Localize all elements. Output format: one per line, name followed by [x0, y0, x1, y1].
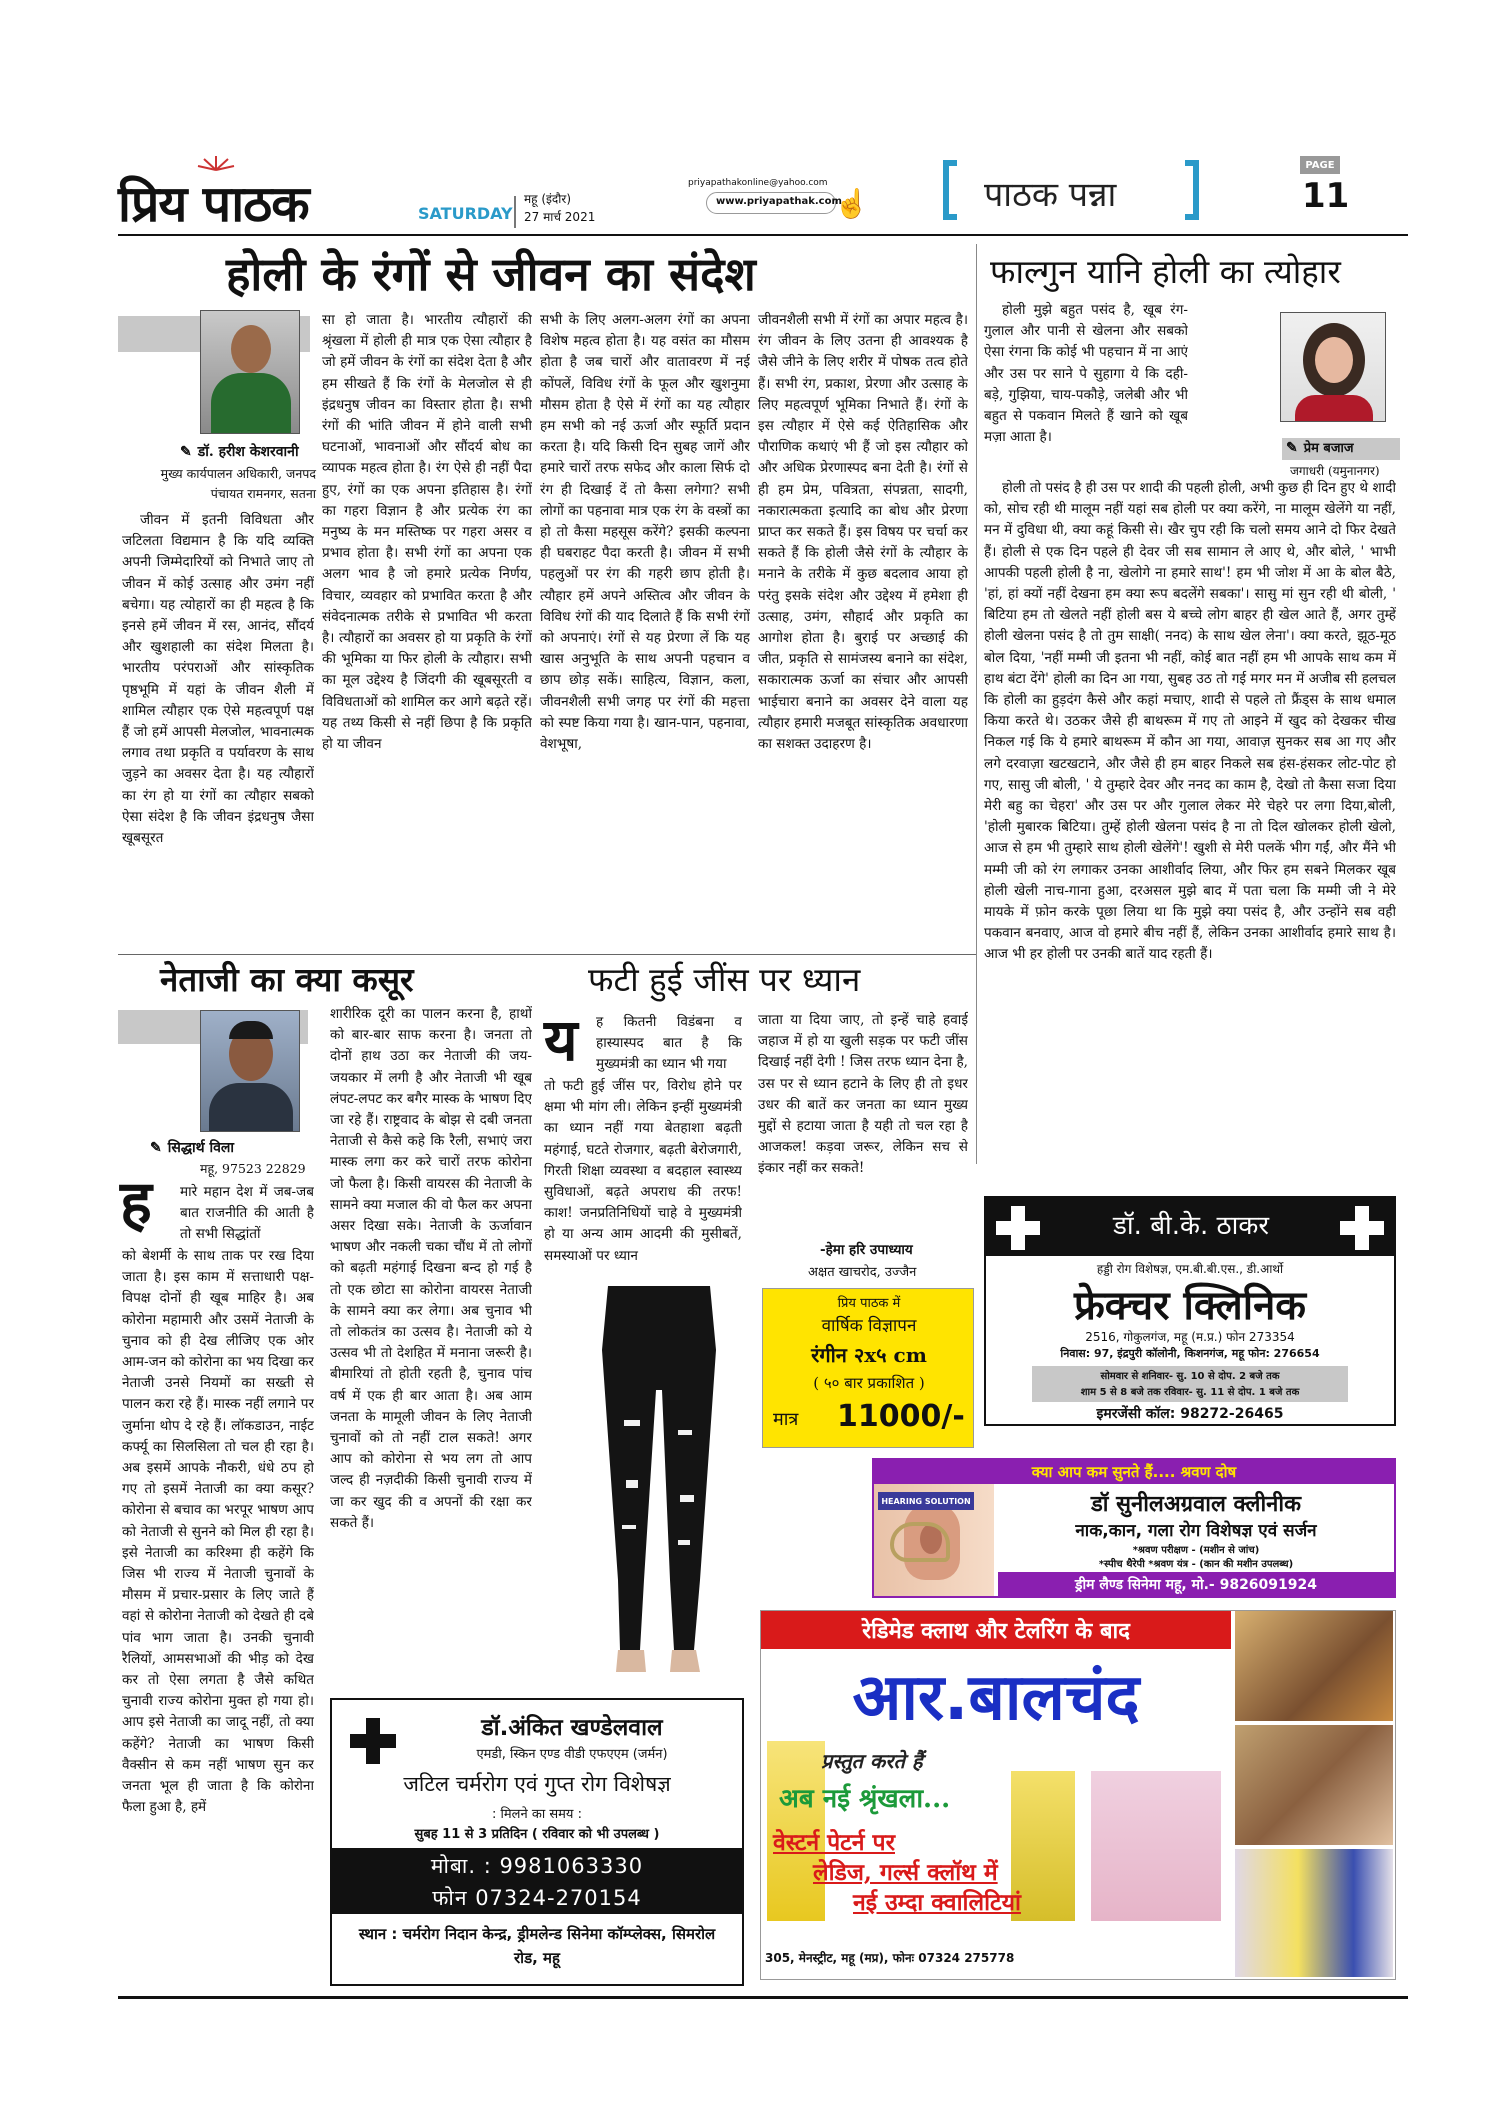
ad-balchand-line-5: नई उम्दा क्वालिटियां — [853, 1889, 1021, 1916]
dropcap: य — [544, 1006, 578, 1074]
article2-byline — [1286, 438, 1354, 456]
ad-ankit-timing-label: : मिलने का समय : — [492, 1807, 582, 1822]
ad-thakar-timing-1: सोमवार से शनिवार- सु. 10 से दोप. 2 बजे तक — [1100, 1371, 1280, 1382]
ad-rates-line-1: प्रिय पाठक में — [837, 1296, 901, 1311]
shop-photo-2 — [1235, 1725, 1393, 1845]
ad-rates-box[interactable] — [762, 1288, 974, 1448]
ad-balchand-banner: रेडिमेड क्लाथ और टेलरिंग के बाद — [761, 1611, 1231, 1649]
author-title: मुख्य कार्यपालन अधिकारी, जनपद पंचायत रामनगर, सतना — [160, 466, 316, 501]
ad-hearing-line-1: *श्रवण परीक्षण - (मशीन से जांच) — [1132, 1545, 1260, 1556]
article2-intro: होली मुझे बहुत पसंद है, खूब रंग- गुलाल और पानी से खेलना और सबको ऐसा रंगना कि कोई भी पहचान में ना आएं और उस पर साने पे सुहागा ये कि दही-बड़े, गुझिया, चाय-पकौड़े, जलेबी और भी बहुत से पकवान मिलते हैं खाने को खूब मज़ा आता है। — [984, 302, 1188, 446]
article2-body: होली तो पसंद है ही उस पर शादी की पहली होली, अभी कुछ ही दिन हुए थे शादी को, सोच रही थी मालूम नहीं यहां सब होली पर क्या करेंगे, ना मालूम खेलेंगे या नहीं, मन में दुविधा थी, क्या कहूं किसी से। खैर चुप रही कि चलो समय आने दो फिर देखते हैं। होली से एक दिन पहले ही देवर जी सब सामान ले आए थे, और बोले, ' भाभी आपकी पहली होली है ना, खेलोगे ना हमारे साथ'! हम भी जोश में आ के बोल बैठे, 'हां, हां क्यों नहीं देखना हम क्या रूप बदलेंगे सबका'। सासु मां सुन रही थी बोली, ' बिटिया हम तो खेलते नहीं होली बस ये बच्चे लोग बाहर ही खेल आते हैं, अगर तुम्हें होली खेलना पसंद है तो तुम साक्षी( ननद) के साथ खेल लेना'। क्या करते, झूठ-मूठ बोल दिया, 'नहीं मम्मी जी इतना भी नहीं, कोई बात नहीं हम भी आपके साथ कम में हाथ बंटा देंगे' होली का दिन आ गया, सुबह उठ तो गई मगर मन में अजीब सी हलचल कि होली का हुड़दंग कैसे और कहां मचाए, शादी से पहले तो फ्रैंड्स के साथ धमाल किया करते थे। उठकर जैसे ही बाथरूम में गए तो आइने में खुद को देखकर चीख निकल गई कि ये हमारे बाथरूम में कौन आ गया, आवाज़ सुनकर सब आ गए और लगे दरवाज़ा खटखटाने, और जैसे ही हम बाहर निकले सब हंस-हंसकर लोट-पोट हो गए, सासु जी बोली, ' ये तुम्हारे देवर और ननद का काम है, देखो तो कैसा सजा दिया मेरी बहु का चेहरा' और उस पर और गुलाल लेकर मेरे चेहरे पर लगा दिया,बोली, 'होली मुबारक बिटिया। तुम्हें होली खेलना पसंद है ना तो दिल खोलकर होली खेलो, आज से हम भी तुम्हारे साथ होली खेलेंगे'! खुशी से मेरी पलकें भीग गईं, और मैंने भी मम्मी जी को रंग लगाकर उनका आशीर्वाद लिया, और फिर हम सबने मिलकर खूब होली खेली नाच-गाना हुआ, दरअसल मुझे बाद में पता चला कि मम्मी जी ने मेरे मायके में फ़ोन करके पूछा लिया था कि मुझे क्या पसंद है, और उन्होंने सब वही पकवान बनवाए, आज वो हमारे बीच नहीं हैं, लेकिन उनका आशीर्वाद हमारे साथ है। आज भी हर होली पर उनकी बातें याद रहती हैं। — [984, 480, 1396, 963]
article3-lead: मारे महान देश में जब-जब बात राजनीति की आती है तो सभी सिद्धांतों — [180, 1184, 314, 1243]
ad-rates-price: 11000/- — [837, 1399, 965, 1434]
masthead-divider — [514, 196, 516, 228]
shop-photo-3 — [1235, 1849, 1393, 1977]
ad-hearing[interactable] — [872, 1458, 1396, 1598]
article1-column-3: सभी के लिए अलग-अलग रंगों का अपना विशेष महत्व होता है। यह वसंत का मौसम होता है जब चारों और वातावरण में नई कोंपलें, विविध रंगों के फूल और खुशनुमा मौसम होता है ऐसे में रंगों का यह त्यौहार हम सभी को नई ऊर्जा और स्फूर्ति प्रदान करता है। यदि किसी दिन सुबह जागें और हमारे चारों तरफ सफेद और काला सिर्फ दो रंग ही दिखाई दें तो कैसा लगेगा? सभी लोगों का पहनावा मात्र एक रंग के वस्त्रों का हो तो कैसा महसूस करेंगे? इसकी कल्पना ही घबराहट पैदा करती है। जीवन में सभी पहलुओं पर रंग की गहरी छाप होती है। त्यौहार हमें अपने अस्तित्व और जीवन के विविध रंगों की याद दिलाते हैं कि सभी रंगों को अपनाएं। रंगों से यह प्रेरणा लें कि यह खास अनुभूति के साथ अपनी पहचान व छाप छोड़ सकें। साहित्य, विज्ञान, कला, जीवनशैली सभी जगह पर रंगों की महत्ता को स्पष्ट किया गया है। खान-पान, पहनावा, वेशभूषा, — [540, 312, 750, 753]
email-link[interactable]: priyapathakonline@yahoo.com — [688, 178, 828, 188]
article1-column-4: जीवनशैली सभी में रंगों का अपार महत्व है। रंग जीवन के लिए उतना ही आवश्यक है जैसे जीने के लिए शरीर में पोषक तत्व होते हैं। सभी रंग, प्रकाश, प्रेरणा और उत्साह के लिए महत्वपूर्ण भूमिका निभाते हैं। रंगों के इस त्यौहार में ऐसे कई ऐतिहासिक और पौराणिक कथाएं भी हैं जो इस त्यौहार को और अधिक प्रेरणास्पद बना देती है। रंगों से ही हम प्रेम, पवित्रता, संपन्नता, सादगी, नकारात्मकता इत्यादि का बोध और प्रेरणा प्राप्त कर सकते हैं। इस विषय पर चर्चा कर सकते हैं कि होली जैसे रंगों के त्यौहार के मनाने के तरीके में कुछ बदलाव आया हो परंतु इसके संदेश और उद्देश्य में हमेशा ही उत्साह, उमंग, सौहार्द और प्रकृति का आगोश होता है। बुराई पर अच्छाई की जीत, प्रकृति से सामंजस्य बनाने का संदेश, सकारात्मक ऊर्जा का संचार और आपसी भाईचारा बनाने का अवसर देने वाला यह त्यौहार हमारी मजबूत सांस्कृतिक अवधारणा का सशक्त उदाहरण है। — [758, 312, 968, 753]
medical-cross-icon — [350, 1718, 396, 1764]
page-number: 11 — [1302, 176, 1350, 216]
ad-thakar-address-1: 2516, गोकुलगंज, महू (म.प्र.) फोन 273354 — [1085, 1330, 1295, 1344]
article1-column-2: सा हो जाता है। भारतीय त्यौहारों की श्रृंखला में होली ही मात्र एक ऐसा त्यौहार है जो हमें जीवन के रंगों का संदेश देता है और हम सीखते हैं कि रंगों के मेलजोल से ही इंद्रधनुष जीवन का विस्तार होता है। सभी रंगों की भांति जीवन में होने वाली सभी घटनाओं, भावनाओं और सौंदर्य बोध का व्यापक महत्व होता है। रंग ऐसे ही नहीं पैदा हुए, रंगों का एक अपना इतिहास है। रंगों का गहरा विज्ञान है और प्रत्येक रंग का मनुष्य के मन मस्तिष्क पर गहरा असर व प्रभाव होता है। सभी रंगों का अपना एक अलग भाव है जो हमारे प्रत्येक निर्णय, विचार, व्यवहार को प्रभावित करता है और संवेदनात्मक तरीके से प्रभावित भी करता है। त्यौहारों का अवसर हो या प्रकृति के रंगों की भूमिका या फिर होली के त्यौहार। सभी का मूल उद्देश्य है जिंदगी की खूबसूरती व विविधताओं को शामिल कर आगे बढ़ते रहें। यह तथ्य किसी से नहीं छिपा है कि प्रकृति हो या जीवन — [322, 312, 532, 753]
article2-author-place: जगाधरी (यमुनानगर) — [1290, 464, 1380, 478]
article2-author: प्रेम बजाज — [1303, 441, 1354, 456]
logo-sun-icon — [196, 154, 236, 172]
article3-byline — [150, 1138, 234, 1157]
ad-hearing-tag: HEARING SOLUTION — [878, 1492, 974, 1510]
ad-thakar-emergency: इमरजेंसी कॉल: 98272-26465 — [1096, 1406, 1284, 1422]
author-name: डॉ. हरीश केशरवानी — [197, 444, 299, 460]
article1-headline: होली के रंगों से जीवन का संदेश — [226, 247, 756, 301]
logo: प्रिय पाठक — [118, 174, 309, 233]
ad-hearing-address: ड्रीम लैण्ड सिनेमा महू, मो.- 9826091924 — [998, 1572, 1394, 1596]
ad-thakar-clinic: फ्रेक्चर क्लिनिक — [1073, 1283, 1307, 1329]
ad-ankit-place: स्थान : चर्मरोग निदान केन्द्र, ड्रीमलेन्ड सिनेमा कॉम्प्लेक्स, सिमरोल रोड, महू — [358, 1925, 716, 1967]
ad-balchand-line-3: वेस्टर्न पेटर्न पर — [773, 1829, 895, 1856]
ad-ankit-timing: सुबह 11 से 3 प्रतिदिन ( रविवार को भी उपलब्ध ) — [414, 1827, 660, 1842]
author-byline — [180, 442, 299, 461]
article2-headline: फाल्गुन यानि होली का त्योहार — [990, 252, 1341, 291]
section-bracket-right-icon — [1185, 160, 1199, 220]
ad-balchand-line-4: लेडिज, गर्ल्स क्लॉथ में — [813, 1859, 998, 1886]
ad-balchand-brand: आर.बालचंद — [852, 1660, 1140, 1735]
article4-column-2: जाता या दिया जाए, तो इन्हें चाहे हवाई जहाज में हो या खुली सड़क पर फटी जींस दिखाई नहीं देगी ! जिस तरफ ध्यान देना है, उस पर से ध्यान हटाने के लिए ही तो इधर उधर की बातें कर जनता का ध्यान मुख्य मुद्दों से हटाया जाता है यही तो चल रहा है आजकल! कड़वा जरूर, लेकिन सच से इंकार नहीं कर सकते! — [758, 1012, 968, 1177]
ad-thakar[interactable] — [984, 1196, 1396, 1426]
ad-ankit-spec: जटिल चर्मरोग एवं गुप्त रोग विशेषज्ञ — [403, 1772, 671, 1796]
ad-hearing-doctor: डॉ सुनीलअग्रवाल क्लीनीक — [1091, 1492, 1301, 1517]
author-photo-woman — [1280, 312, 1386, 422]
article4-headline: फटी हुई जींस पर ध्यान — [588, 960, 861, 999]
masthead — [118, 150, 1408, 233]
dropcap: ह — [120, 1168, 152, 1238]
ad-hearing-banner: क्या आप कम सुनते हैं.... श्रवण दोष — [874, 1460, 1394, 1484]
ad-thakar-degree: हड्डी रोग विशेषज्ञ, एम.बी.बी.एस., डी.आर्थो — [1096, 1262, 1284, 1276]
ad-rates-line-4: ( ५० बार प्रकाशित ) — [813, 1374, 925, 1392]
article4-lead: ह कितनी विडंबना व हास्यास्पद बात है कि मुख्यमंत्री का ध्यान भी गया — [596, 1014, 742, 1073]
pointer-hand-icon: ☝ — [834, 187, 869, 220]
right-column-divider — [976, 244, 977, 1164]
ad-ankit-phone: फोन 07324-270154 — [432, 1886, 642, 1910]
pen-icon: ✎ — [150, 1140, 162, 1156]
author-photo — [200, 310, 300, 434]
bottom-rule — [118, 1996, 1408, 1999]
ad-balchand-line-1: प्रस्तुत करते हैं — [821, 1749, 923, 1773]
ad-ankit[interactable] — [330, 1698, 744, 1986]
ad-rates-price-label: मात्र — [773, 1409, 799, 1430]
ad-balchand[interactable] — [760, 1610, 1396, 1980]
dress-photo-3 — [1091, 1771, 1221, 1921]
row-divider — [118, 954, 976, 955]
article3-author: सिद्धार्थ विला — [167, 1140, 234, 1156]
hearing-aid-icon — [890, 1522, 950, 1562]
article3-contact: महू, 97523 22829 — [200, 1161, 306, 1176]
ad-thakar-address-2: निवास: 97, इंद्रपुरी कॉलोनी, किशनगंज, महू फोन: 276654 — [1060, 1347, 1320, 1360]
ad-rates-line-2: वार्षिक विज्ञापन — [821, 1316, 917, 1336]
date-label: 27 मार्च 2021 — [524, 210, 596, 224]
pen-icon: ✎ — [180, 444, 192, 460]
ad-hearing-line-2: *स्पीच थैरेपी *श्रवण यंत्र - (कान की मशीन उपलब्ध) — [1098, 1559, 1294, 1570]
section-title: पाठक पन्ना — [984, 175, 1117, 215]
article4-author-place: अक्षत खाचरोद, उज्जैन — [808, 1265, 917, 1280]
medical-cross-icon — [996, 1206, 1040, 1250]
medical-cross-icon — [1340, 1206, 1384, 1250]
article4-author: -हेमा हरि उपाध्याय — [820, 1242, 913, 1258]
article3-headline: नेताजी का क्या कसूर — [160, 960, 414, 999]
article3-column-1: को बेशर्मी के साथ ताक पर रख दिया जाता है। इस काम में सत्ताधारी पक्ष-विपक्ष दोनों ही खूब माहिर है। अब कोरोना महामारी और उसमें नेताजी के चुनाव को ही देख लीजिए एक ओर आम-जन को कोरोना का भय दिखा कर नेताजी उनसे नियमों का सख्ती से पालन करा रहे हैं। मास्क नहीं लगाने पर जुर्माना थोप दे रहे हैं। लॉकडाउन, नाईट कर्फ्यू का सिलसिला तो चल ही रहा है। अब इसमें आपके नौकरी, धंधे ठप हो गए तो इसमें नेताजी का क्या कसूर? कोरोना से बचाव का भरपूर भाषण आप को नेताजी से सुनने को मिल ही रहा है। इसे नेताजी का करिश्मा ही कहेंगे कि जिस भी राज्य में नेताजी चुनावों के मौसम में प्रचार-प्रसार के लिए जाते हैं वहां से कोरोना नेताजी को देखते ही दबे पांव भाग जाता है। उनकी चुनावी रैलियों, आमसभाओं की भीड़ को देख कर तो ऐसा लगता है जैसे कथित चुनावी राज्य कोरोना मुक्त हो गया हो। आप इसे नेताजी का जादू नहीं, तो क्या कहेंगे? नेताजी का भाषण किसी वैक्सीन से कम नहीं भाषण सुन कर जनता भूल ही जाता है कि कोरोना फैला हुआ है, हमें — [122, 1248, 314, 1816]
shop-photo-1 — [1235, 1611, 1393, 1721]
pen-icon: ✎ — [1286, 440, 1298, 456]
page-label: PAGE — [1300, 156, 1340, 174]
author-photo-man — [200, 1010, 300, 1132]
ad-ankit-name: डॉ.अंकित खण्डेलवाल — [481, 1715, 663, 1741]
jeans-photo — [560, 1280, 760, 1680]
ad-balchand-address: 305, मेनस्ट्रीट, महू (मप्र), फोनः 07324 275778 — [765, 1951, 1015, 1965]
ad-thakar-timing-2: शाम 5 से 8 बजे तक रविवार- सु. 11 से दोप. 1 बजे तक — [1080, 1387, 1300, 1398]
website-link[interactable]: www.priyapathak.com — [716, 196, 842, 207]
ad-hearing-spec: नाक,कान, गला रोग विशेषज्ञ एवं सर्जन — [1075, 1521, 1317, 1541]
article1-column-1: जीवन में इतनी विविधता और जटिलता विद्यमान है कि यदि व्यक्ति अपनी जिम्मेदारियों को निभाते जाए तो जीवन में कोई उत्साह और उमंग नहीं बचेगा। यह त्योहारों का ही महत्व है कि इनसे हमें जीवन में रस, आनंद, सौंदर्य और खुशहाली का संदेश मिलता है। भारतीय परंपराओं और सांस्कृतिक पृष्ठभूमि में यहां के जीवन शैली में शामिल त्यौहार एक ऐसे महत्वपूर्ण पक्ष हैं जो हमें आपसी मेलजोल, भावनात्मक लगाव तथा प्रकृति व पर्यावरण के साथ जुड़ने का अवसर देता है। यह त्यौहारों का रंग हो या रंगों का त्यौहार सबको ऐसा संदेश है कि जीवन इंद्रधनुष जैसा खूबसूरत — [122, 512, 314, 847]
place-label: महू (इंदौर) — [524, 192, 572, 206]
article3-column-2: शारीरिक दूरी का पालन करना है, हाथों को बार-बार साफ करना है। जनता तो दोनों हाथ उठा कर नेताजी की जय-जयकार में लगी है और नेताजी भी खूब लंपट-लपट कर बगैर मास्क के भाषण दिए जा रहे हैं। राष्ट्रवाद के बोझ से दबी जनता नेताजी से कैसे कहे कि रैली, सभाएं जरा मास्क लगा कर करे चारों तरफ कोरोना जो फैला है। किसी वायरस की नेताजी के सामने क्या मजाल की वो फैल कर अपना असर दिखा सके। नेताजी के ऊर्जावान भाषण और नकली चका चौंध में तो लोगों को बढ़ती महंगाई दिखना बन्द हो गई है तो एक छोटा सा कोरोना वायरस नेताजी के सामने क्या कर लेगा। अब चुनाव भी तो लोकतंत्र का उत्सव है। नेताजी को ये उत्सव भी तो देशहित में मनाना जरूरी है। बीमारियां तो होती रहती है, चुनाव पांच वर्ष में एक ही बार आता है। अब आम जनता के मामूली जीवन के लिए नेताजी चुनावों को तो नहीं टाल सकते! अगर आप को कोरोना से भय लग तो आप जल्द ही नज़दीकी किसी चुनावी राज्य में जा कर खुद की व अपनों की रक्षा कर सकते हैं। — [330, 1006, 532, 1531]
ad-rates-line-3: रंगीन २x५ cm — [811, 1343, 927, 1367]
ad-ankit-degree: एमडी, स्किन एण्ड वीडी एफएएम (जर्मन) — [476, 1747, 668, 1762]
article4-column-1: तो फटी हुई जींस पर, विरोध होने पर क्षमा भी मांग ली। लेकिन इन्हीं मुख्यमंत्री का ध्यान नहीं गया बेतहाशा बढ़ती महंगाई, घटते रोजगार, बढ़ती बेरोजगारी, गिरती शिक्षा व्यवस्था व बदहाल स्वास्थ्य सुविधाओं, बढ़ते अपराध की तरफ! काश! जनप्रतिनिधियों चाहे वे मुख्यमंत्री हो या अन्य आम आदमी की मुसीबतें, समस्याओं पर ध्यान — [544, 1078, 742, 1264]
masthead-rule — [118, 234, 1408, 236]
ad-balchand-line-2: अब नई श्रृंखला... — [779, 1784, 951, 1814]
section-bracket-left-icon — [943, 160, 957, 220]
ad-thakar-name: डॉ. बी.के. ठाकर — [1113, 1211, 1269, 1241]
ad-ankit-mobile: मोबा. : 9981063330 — [430, 1854, 644, 1878]
day-label: SATURDAY — [418, 204, 513, 223]
